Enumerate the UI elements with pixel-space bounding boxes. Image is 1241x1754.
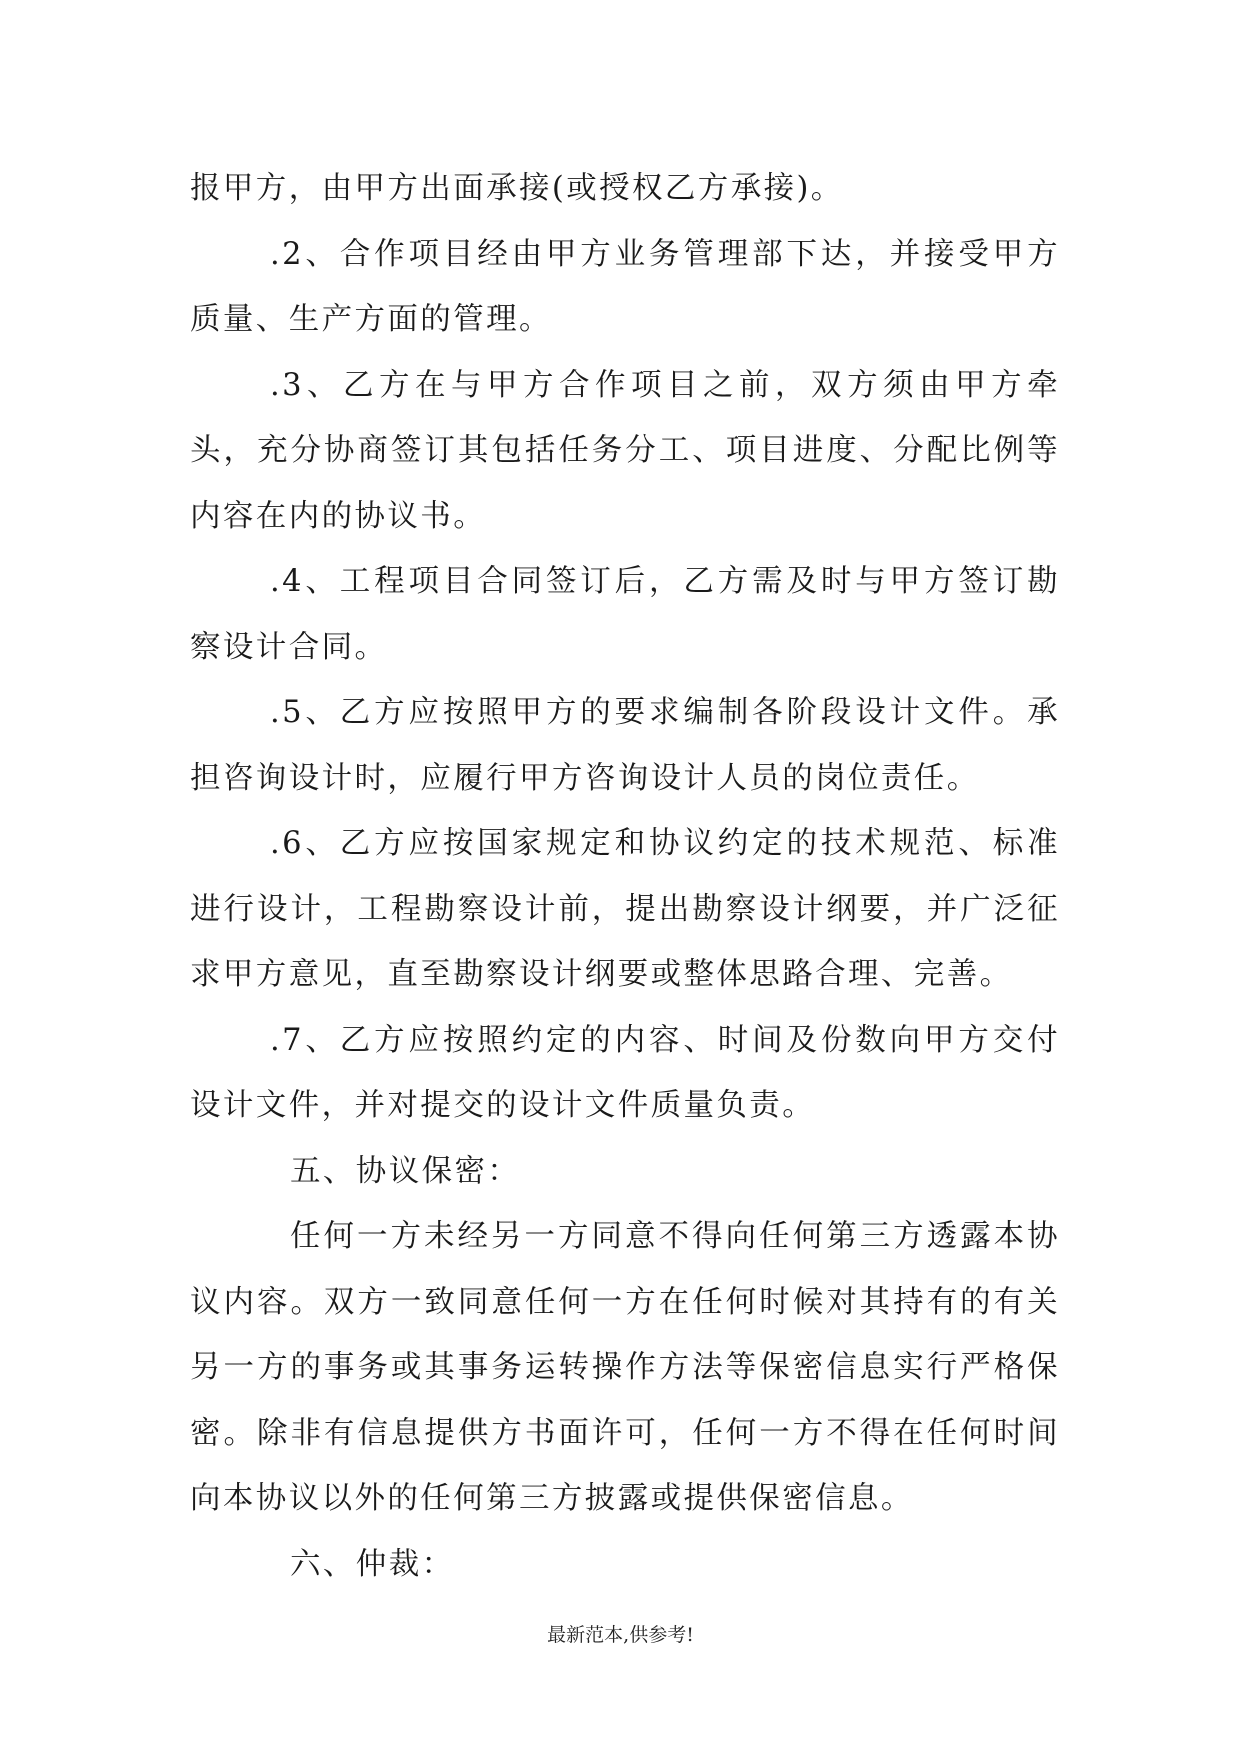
page-footer: 最新范本,供参考!	[547, 1624, 694, 1646]
section-heading-confidentiality: 五、协议保密：	[290, 1153, 521, 1189]
paragraph-clause-7: .7、乙方应按照约定的内容、时间及份数向甲方交付设计文件，并对提交的设计文件质量负责。	[190, 1022, 1060, 1123]
paragraph-continuation: 报甲方，由甲方出面承接(或授权乙方承接)。	[190, 171, 844, 206]
paragraph-clause-4: .4、工程项目合同签订后，乙方需及时与甲方签订勘察设计合同。	[190, 564, 1060, 665]
paragraph-clause-2: .2、合作项目经由甲方业务管理部下达，并接受甲方质量、生产方面的管理。	[190, 236, 1060, 337]
paragraph-clause-5: .5、乙方应按照甲方的要求编制各阶段设计文件。承担咨询设计时，应履行甲方咨询设计人员的岗位责任。	[190, 695, 1060, 796]
paragraph-confidentiality: 任何一方未经另一方同意不得向任何第三方透露本协议内容。双方一致同意任何一方在任何时候对其持有的有关另一方的事务或其事务运转操作方法等保密信息实行严格保密。除非有信息提供方书面许可，任何一方不得在任何时间向本协议以外的任何第三方披露或提供保密信息。	[190, 1219, 1060, 1516]
section-heading-arbitration: 六、仲裁：	[290, 1546, 455, 1582]
document-body	[190, 156, 1060, 1597]
paragraph-clause-6: .6、乙方应按国家规定和协议约定的技术规范、标准进行设计，工程勘察设计前，提出勘察设计纲要，并广泛征求甲方意见，直至勘察设计纲要或整体思路合理、完善。	[190, 826, 1060, 992]
paragraph-clause-3: .3、乙方在与甲方合作项目之前，双方须由甲方牵头，充分协商签订其包括任务分工、项目进度、分配比例等内容在内的协议书。	[190, 367, 1060, 534]
